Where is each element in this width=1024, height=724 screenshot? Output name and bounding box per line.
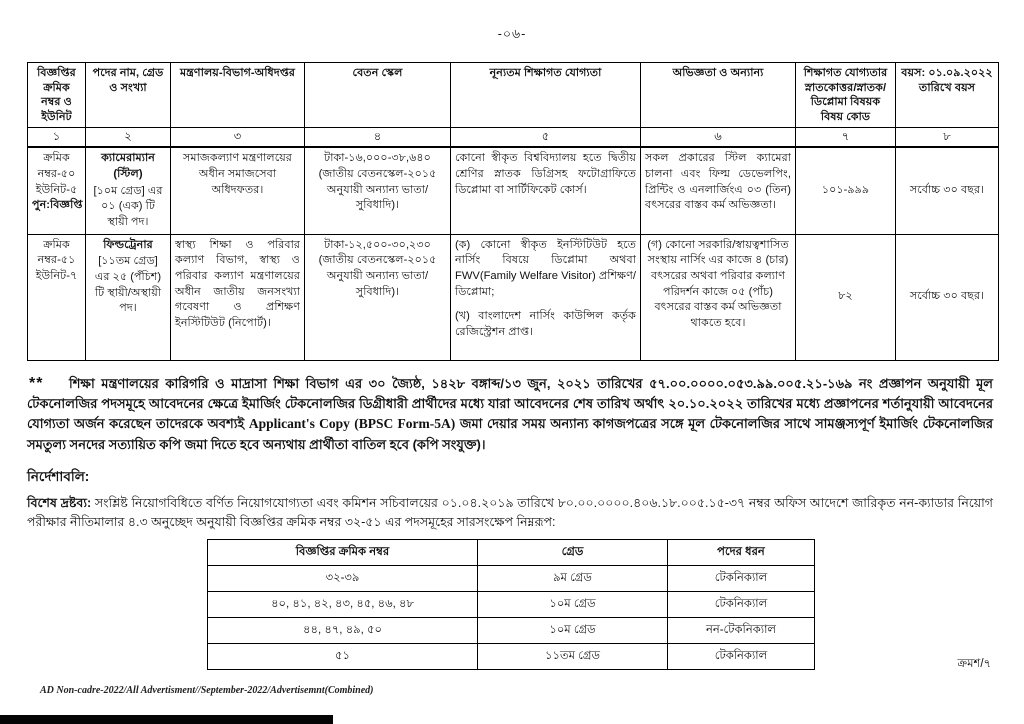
column-number: ৫ — [451, 128, 641, 148]
positions-table — [27, 62, 999, 361]
double-asterisk-marker: ** — [29, 374, 44, 392]
summary-grade-cell: ৯ম গ্রেড — [478, 565, 668, 591]
summary-grade-cell: ১০ম গ্রেড — [478, 591, 668, 617]
qualification-cell — [451, 234, 641, 360]
page-number: -০৬- — [497, 27, 527, 41]
col-header-post: পদের নাম, গ্রেড ও সংখ্যা — [86, 63, 171, 128]
subject-code-cell: ১০১-৯৯৯ — [796, 147, 896, 234]
summary-serial-cell: ৪০, ৪১, ৪২, ৪৩, ৪৫, ৪৬, ৪৮ — [208, 591, 478, 617]
summary-serial-cell: ৫১ — [208, 643, 478, 669]
experience-cell: সকল প্রকারের স্টিল ক্যামেরা চালনা এবং ফিল্ম ডেভেলপিং, প্রিন্টিং ও এনলার্জিংএ ০৩ (তিন) বৎসরের বাস্তব কর্ম অভিজ্ঞতা। — [641, 147, 796, 234]
post-cell — [86, 234, 171, 360]
special-note-text: সংশ্লিষ্ট নিয়োগবিধিতে বর্ণিত নিয়োগযোগ্যতা এবং কমিশন সচিবালয়ের ০১.০৪.২০১৯ তারিখে ৮০.০০.০০০০.৪০৬.১৮.০০৫.১৫-৩৭ নম্বর অফিস আদেশে জারিকৃত নন-ক্যাডার নিয়োগ পরীক্ষার নীতিমালার ৪.৩ অনুচ্ছেদ অনুযায়ী বিজ্ঞপ্তির ক্রমিক নম্বর ৩২-৫১ এর পদসমূহের সারসংক্ষেপ নিম্নরূপ: — [27, 496, 993, 529]
summary-col-header-serial: বিজ্ঞপ্তির ক্রমিক নম্বর — [208, 539, 478, 565]
post-detail: [১০ম গ্রেড] এর ০১ (এক) টি স্থায়ী পদ। — [93, 184, 163, 229]
applicants-copy-form-label: Applicant's Copy (BPSC Form-5A) — [248, 415, 456, 431]
serial-text: ক্রমিক নম্বর-৫১ ইউনিট-৭ — [35, 238, 78, 283]
col-header-serial: বিজ্ঞপ্তির ক্রমিক নম্বর ও ইউনিট — [28, 63, 86, 128]
post-title: ফিল্ডট্রেনার — [103, 238, 153, 251]
serial-text: ক্রমিক নম্বর-৫০ ইউনিট-৫ — [35, 152, 78, 196]
col-header-age: বয়স: ০১.০৯.২০২২ তারিখে বয়স — [896, 63, 999, 128]
summary-row — [208, 565, 815, 591]
post-detail: [১১তম গ্রেড] এর ২৫ (পঁচিশ) টি স্থায়ী/অস্থায়ী পদ। — [94, 255, 162, 315]
age-cell: সর্বোচ্চ ৩০ বছর। — [896, 147, 999, 234]
serial-cell — [28, 147, 86, 234]
column-number: ৪ — [305, 128, 451, 148]
summary-col-header-type: পদের ধরন — [668, 539, 815, 565]
serial-cell — [28, 234, 86, 360]
summary-type-cell: টেকনিক্যাল — [668, 643, 815, 669]
note-text-after: জমা দেয়ার সময় অন্যান্য কাগজপত্রের সঙ্গে মূল টেকনোলজির সাথে সামঞ্জস্যপূর্ণ ইমার্জিং টেকনোলজির সমতুল্য সনদের সত্যায়িত কপি জমা দিতে হবে অন্যথায় প্রার্থীতা বাতিল হবে (কপি সংযুক্ত)। — [27, 415, 993, 452]
column-number: ৭ — [796, 128, 896, 148]
summary-serial-cell: ৩২-৩৯ — [208, 565, 478, 591]
qualification-item-a: (ক) কোনো স্বীকৃত ইনস্টিটিউট হতে নার্সিং বিষয়ে ডিপ্লোমা অথবা FWV(Family Welfare Visitor) প্রশিক্ষণ/ডিপ্লোমা; — [455, 238, 636, 298]
col-header-ministry: মন্ত্রণালয়-বিভাগ-অধিদপ্তর — [171, 63, 305, 128]
directives-heading: নির্দেশাবলি: — [27, 469, 90, 485]
ministry-cell: স্বাস্থ্য শিক্ষা ও পরিবার কল্যাণ বিভাগ, স্বাস্থ্য ও পরিবার কল্যাণ মন্ত্রণালয়ের অধীন জাতীয় জনসংখ্যা গবেষণা ও প্রশিক্ষণ ইনস্টিটিউট (নিপোর্ট)। — [171, 234, 305, 360]
subject-code-cell: ৮২ — [796, 234, 896, 360]
experience-cell: (গ) কোনো সরকারি/স্বায়ত্বশাসিত সংস্থায় নার্সিং এর কাজে ৪ (চার) বৎসরের অথবা পরিবার কল্যাণ পরিদর্শন কাজে ০৫ (পাঁচ) বৎসরের বাস্তব কর্ম অভিজ্ঞতা থাকতে হবে। — [641, 234, 796, 360]
summary-col-header-grade: গ্রেড — [478, 539, 668, 565]
note-text-before: শিক্ষা মন্ত্রণালয়ের কারিগরি ও মাদ্রাসা শিক্ষা বিভাগ এর ৩০ জ্যৈষ্ঠ, ১৪২৮ বঙ্গাব্দ/১৩ জুন, ২০২১ তারিখের ৫৭.০০.০০০০.০৫৩.৯৯.০০৫.২১-১৬৯ নং প্রজ্ঞাপন অনুযায়ী মূল টেকনোলজির পদসমূহে আবেদনের ক্ষেত্রে ইমার্জিং টেকনোলজির ডিগ্রীধারী প্রার্থীদের মধ্যে যারা আবেদনের শেষ তারিখ অর্থাৎ ২০.১০.২০২২ তারিখের মধ্যে প্রজ্ঞাপনের শর্তানুযায়ী আবেদনের যোগ্যতা অর্জন করেছেন তাদেরকে অবশ্যই — [27, 375, 993, 431]
column-number-row — [28, 128, 999, 148]
grade-summary-table — [207, 539, 815, 670]
post-cell — [86, 147, 171, 234]
col-header-qualification: নূন্যতম শিক্ষাগত যোগ্যতা — [451, 63, 641, 128]
summary-grade-cell: ১১তম গ্রেড — [478, 643, 668, 669]
column-number: ৩ — [171, 128, 305, 148]
summary-grade-cell: ১০ম গ্রেড — [478, 617, 668, 643]
serial-note: পুন:বিজ্ঞপ্তি — [32, 199, 83, 212]
qualification-item-b: (খ) বাংলাদেশ নার্সিং কাউন্সিল কর্তৃক রেজিস্ট্রেশন প্রাপ্ত। — [455, 310, 636, 339]
summary-header-row — [208, 539, 815, 565]
document-footer-path: AD Non-cadre-2022/All Advertisment//September-2022/Advertisemnt(Combined) — [40, 685, 374, 696]
age-cell: সর্বোচ্চ ৩০ বছর। — [896, 234, 999, 360]
summary-row — [208, 617, 815, 643]
continuation-label: ক্রমশ/৭ — [957, 657, 991, 670]
summary-type-cell: টেকনিক্যাল — [668, 591, 815, 617]
positions-table-header-row — [28, 63, 999, 128]
column-number: ২ — [86, 128, 171, 148]
table-row-serial-50 — [28, 147, 999, 234]
special-note-paragraph — [27, 494, 993, 532]
column-number: ১ — [28, 128, 86, 148]
col-header-experience: অভিজ্ঞতা ও অন্যান্য — [641, 63, 796, 128]
post-title: ক্যামেরাম্যান (স্টিল) — [101, 152, 155, 181]
column-number: ৮ — [896, 128, 999, 148]
column-number: ৬ — [641, 128, 796, 148]
qualification-cell: কোনো স্বীকৃত বিশ্ববিদ্যালয় হতে দ্বিতীয় শ্রেণির স্নাতক ডিগ্রিসহ ফটোগ্রাফিতে ডিপ্লোমা বা সার্টিফিকেট কোর্স। — [451, 147, 641, 234]
payscale-cell: টাকা-১৬,০০০-৩৮,৬৪০ (জাতীয় বেতনস্কেল-২০১৫ অনুযায়ী অন্যান্য ভাতা/সুবিধাদি)। — [305, 147, 451, 234]
summary-type-cell: নন-টেকনিক্যাল — [668, 617, 815, 643]
scan-artifact-bar — [0, 715, 333, 724]
special-note-label: বিশেষ দ্রষ্টব্য: — [27, 496, 92, 511]
col-header-payscale: বেতন স্কেল — [305, 63, 451, 128]
payscale-cell: টাকা-১২,৫০০-৩০,২৩০ (জাতীয় বেতনস্কেল-২০১৫ অনুযায়ী অন্যান্য ভাতা/সুবিধাদি)। — [305, 234, 451, 360]
ministry-cell: সমাজকল্যাণ মন্ত্রণালয়ের অধীন সমাজসেবা অধিদফতর। — [171, 147, 305, 234]
summary-type-cell: টেকনিক্যাল — [668, 565, 815, 591]
emerging-technology-note — [27, 374, 993, 455]
summary-serial-cell: ৪৪, ৪৭, ৪৯, ৫০ — [208, 617, 478, 643]
table-row-serial-51 — [28, 234, 999, 360]
col-header-subject-code: শিক্ষাগত যোগ্যতার স্নাতকোত্তর/স্নাতক/ ডিপ্লোমা বিষয়ক বিষয় কোড — [796, 63, 896, 128]
summary-row — [208, 591, 815, 617]
